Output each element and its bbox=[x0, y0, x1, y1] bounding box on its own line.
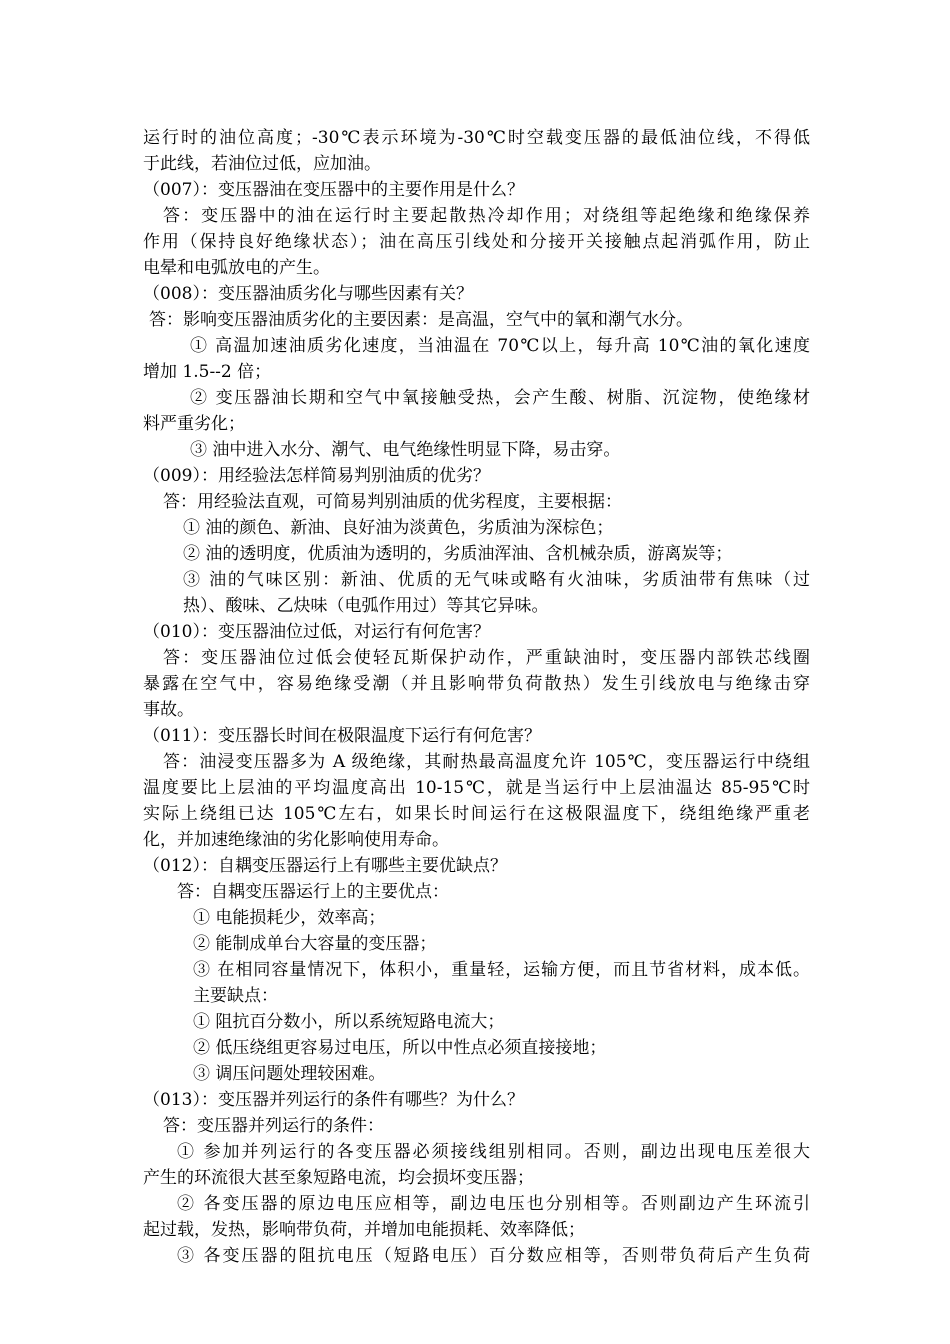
list-item-continued: 热）、酸味、乙炔味（电弧作用过）等其它异味。 bbox=[183, 596, 549, 616]
question-heading: （010）：变压器油位过低，对运行有何危害？ bbox=[143, 622, 490, 642]
list-item: ③ 各变压器的阻抗电压（短路电压）百分数应相等，否则带负荷后产生负荷 bbox=[177, 1246, 810, 1266]
answer-line: 实际上绕组已达 105℃左右，如果长时间运行在这极限温度下，绕组绝缘严重老 bbox=[143, 804, 810, 824]
question-heading: （012）：自耦变压器运行上有哪些主要优缺点？ bbox=[143, 856, 507, 876]
list-item: ③ 调压问题处理较困难。 bbox=[193, 1064, 386, 1084]
paragraph-line: 运行时的油位高度；-30℃表示环境为-30℃时空载变压器的最低油位线，不得低 bbox=[143, 128, 810, 148]
question-heading: （011）：变压器长时间在极限温度下运行有何危害？ bbox=[143, 726, 541, 746]
list-item-continued: 料严重劣化； bbox=[143, 414, 245, 434]
answer-line: 温度要比上层油的平均温度高出 10-15℃，就是当运行中上层油温达 85-95℃时 bbox=[143, 778, 810, 798]
answer-line: 答：变压器油位过低会使轻瓦斯保护动作，严重缺油时，变压器内部铁芯线圈 bbox=[163, 648, 810, 668]
list-item: ② 能制成单台大容量的变压器； bbox=[193, 934, 437, 954]
list-item: ① 参加并列运行的各变压器必须接线组别相同。否则，副边出现电压差很大 bbox=[177, 1142, 810, 1162]
answer-line: 作用（保持良好绝缘状态）；油在高压引线处和分接开关接触点起消弧作用，防止 bbox=[143, 232, 810, 252]
question-heading: （013）：变压器并列运行的条件有哪些？为什么？ bbox=[143, 1090, 524, 1110]
list-item: ① 电能损耗少，效率高； bbox=[193, 908, 386, 928]
list-item: ① 油的颜色、新油、良好油为淡黄色，劣质油为深棕色； bbox=[183, 518, 614, 538]
answer-line: 答：自耦变压器运行上的主要优点： bbox=[177, 882, 449, 902]
answer-line: 暴露在空气中，容易绝缘受潮（并且影响带负荷散热）发生引线放电与绝缘击穿 bbox=[143, 674, 810, 694]
list-item: ② 油的透明度，优质油为透明的，劣质油浑油、含机械杂质，游离炭等； bbox=[183, 544, 733, 564]
list-item: ① 阻抗百分数小，所以系统短路电流大； bbox=[193, 1012, 505, 1032]
answer-line: 答：变压器中的油在运行时主要起散热冷却作用；对绕组等起绝缘和绝缘保养 bbox=[163, 206, 810, 226]
list-item: ③ 油的气味区别：新油、优质的无气味或略有火油味，劣质油带有焦味（过 bbox=[183, 570, 810, 590]
answer-line: 答：油浸变压器多为 A 级绝缘，其耐热最高温度允许 105℃，变压器运行中绕组 bbox=[163, 752, 810, 772]
paragraph-line: 于此线，若油位过低，应加油。 bbox=[143, 154, 381, 174]
list-item: ② 各变压器的原边电压应相等，副边电压也分别相等。否则副边产生环流引 bbox=[177, 1194, 810, 1214]
question-heading: （007）：变压器油在变压器中的主要作用是什么？ bbox=[143, 180, 524, 200]
question-heading: （009）：用经验法怎样简易判别油质的优劣？ bbox=[143, 466, 490, 486]
question-heading: （008）：变压器油质劣化与哪些因素有关？ bbox=[143, 284, 473, 304]
answer-line: 电晕和电弧放电的产生。 bbox=[143, 258, 330, 278]
list-item: ③ 在相同容量情况下，体积小，重量轻，运输方便，而且节省材料，成本低。 bbox=[193, 960, 810, 980]
list-item-continued: 增加 1.5--2 倍； bbox=[143, 362, 272, 382]
list-item: ② 变压器油长期和空气中氧接触受热，会产生酸、树脂、沉淀物，使绝缘材 bbox=[190, 388, 810, 408]
list-item: ② 低压绕组更容易过电压，所以中性点必须直接接地； bbox=[193, 1038, 607, 1058]
list-item: ① 高温加速油质劣化速度，当油温在 70℃以上，每升高 10℃油的氧化速度 bbox=[190, 336, 810, 356]
answer-line: 答：用经验法直观，可简易判别油质的优劣程度，主要根据： bbox=[163, 492, 622, 512]
list-item: ③ 油中进入水分、潮气、电气绝缘性明显下降，易击穿。 bbox=[190, 440, 621, 460]
answer-line: 化，并加速绝缘油的劣化影响使用寿命。 bbox=[143, 830, 449, 850]
answer-line: 答：影响变压器油质劣化的主要因素：是高温，空气中的氧和潮气水分。 bbox=[149, 310, 693, 330]
answer-line: 事故。 bbox=[143, 700, 194, 720]
answer-line: 答：变压器并列运行的条件： bbox=[163, 1116, 384, 1136]
list-item-continued: 产生的环流很大甚至象短路电流，均会损坏变压器； bbox=[143, 1168, 534, 1188]
subheading: 主要缺点： bbox=[193, 986, 278, 1006]
list-item-continued: 起过载，发热，影响带负荷，并增加电能损耗、效率降低； bbox=[143, 1220, 585, 1240]
document-body bbox=[143, 125, 810, 1269]
